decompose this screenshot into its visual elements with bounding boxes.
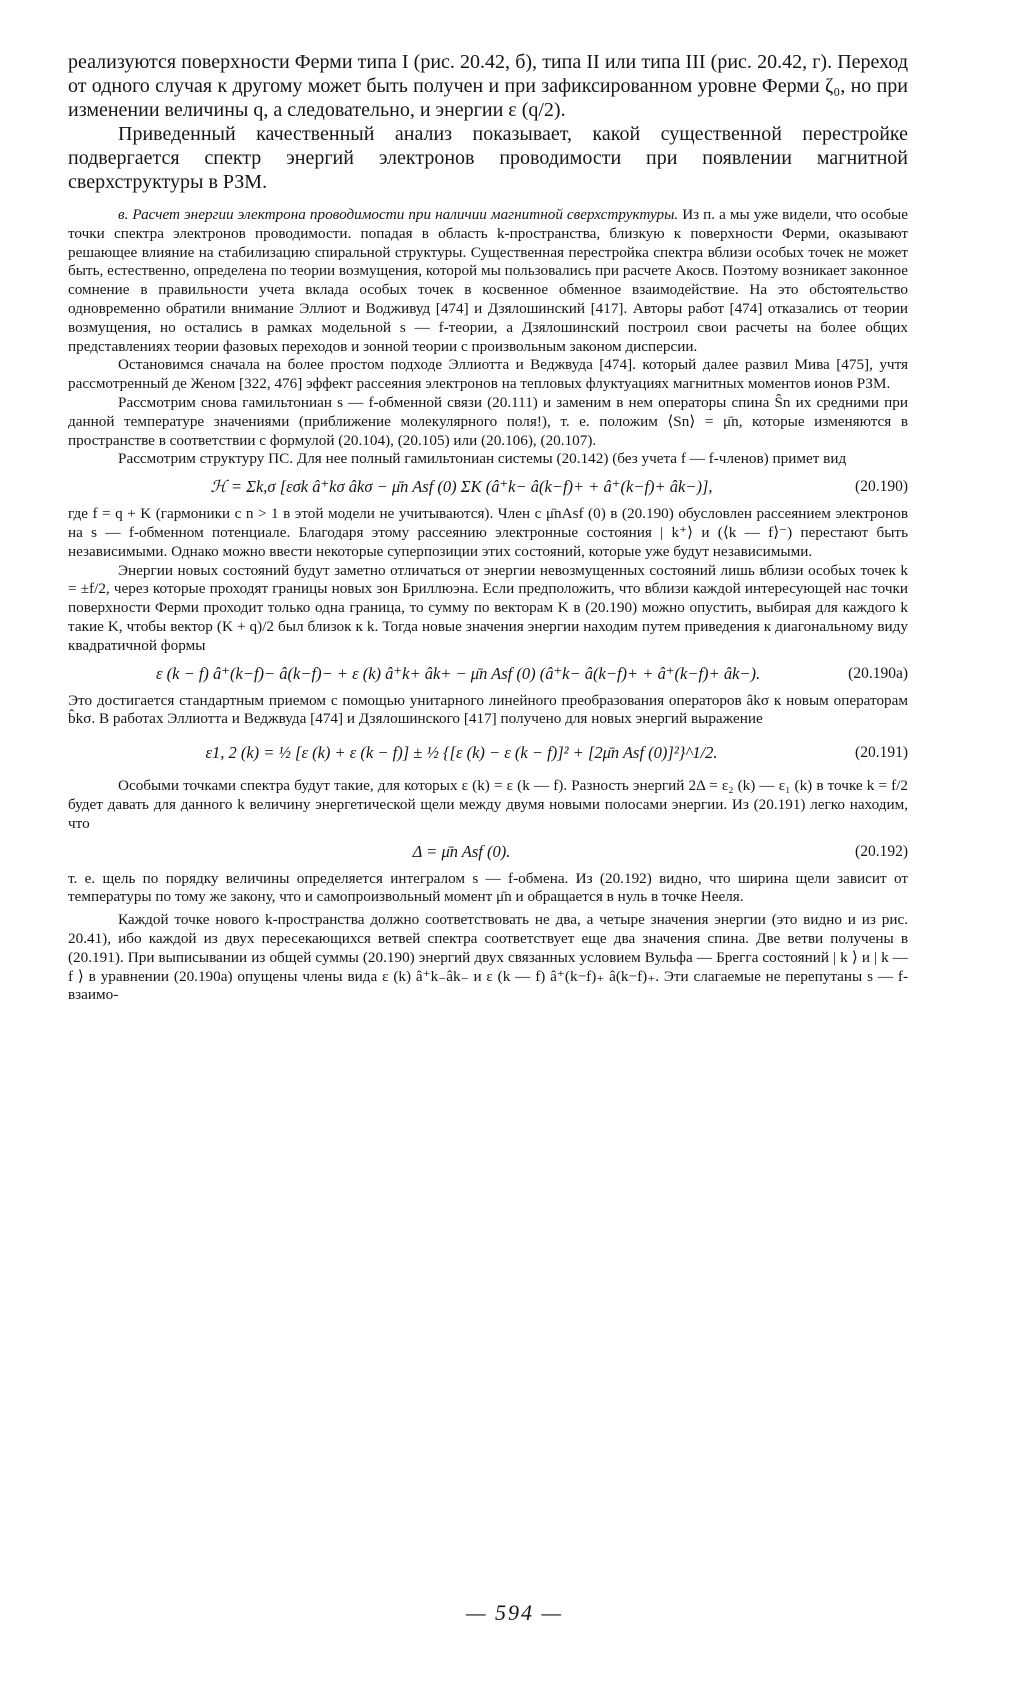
paragraph-qualitative-analysis: Приведенный качественный анализ показывает, какой существенной перестройке подвергается спектр энергий электронов проводимости при появлении магнитной сверхструктуры в РЗМ. bbox=[68, 123, 908, 193]
paragraph-elliott-wedgwood: Остановимся сначала на более простом подходе Эллиотта и Веджвуда [474]. который далее развил Мива [475], учтя рассмотренный де Женом [322, 476] эффект рассеяния электронов на тепловых флуктуациях магнитных моментов ионов РЗМ. bbox=[68, 356, 908, 393]
equation-20-190a bbox=[68, 664, 908, 684]
equation-20-192 bbox=[68, 842, 908, 862]
paragraph-ps-structure: Рассмотрим структуру ПС. Для нее полный гамильтониан системы (20.142) (без учета f — f-членов) примет вид bbox=[118, 450, 847, 468]
paragraph-gap-width: т. е. щель по порядку величины определяется интегралом s — f-обмена. Из (20.192) видно, что ширина щели зависит от температуры по тому же закону, что и самопроизвольный момент μ̄n и обращается в нуль в точке Нееля. bbox=[68, 869, 908, 906]
section-v-heading: в. Расчет энергии электрона проводимости при наличии магнитной сверхструктуры. bbox=[118, 206, 679, 223]
paragraph-section-v bbox=[68, 206, 908, 356]
equation-20-190-body: ℋ = Σk,σ [εσk â⁺kσ âkσ − μ̄n Asf (0) ΣK (â⁺k− â(k−f)+ + â⁺(k−f)+ âk−)], bbox=[210, 477, 713, 497]
section-v-body: Из п. а мы уже видели, что особые точки спектра электронов проводимости. попадая в область k-пространства, близкую к поверхности Ферми, оказывают решающее влияние на стабилизацию спиральной структуры. Существенная перестройка спектра вблизи особых точек не может быть, естественно, определена по теории возмущения, которой мы пользовались при расчете Aкосв. Поэтому возникает законное сомнение в правильности учета вклада особых точек в косвенное обменное взаимодействие. На это обстоятельство одновременно обратили внимание Эллиот и Водживуд [474] и Дзялошинский [417]. Авторы работ [474] отказались от теории возмущения, но остались в рамках модельной s — f-теории, а Дзялошинский построил свои расчеты на более общих представлениях теории фазовых переходов и зонной теории с произвольным законом дисперсии. bbox=[68, 206, 908, 355]
paragraph-four-energies: Каждой точке нового k-пространства должно соответствовать не два, а четыре значения энергии (это видно и из рис. 20.41), ибо каждой из двух пересекающихся ветвей спектра соответствует еще два значения спина. Две ветви получены в (20.191). При выписывании из общей суммы (20.190) энергий двух связанных условием Вульфа — Брегга состояний | k ⟩ и | k — f ⟩ в уравнении (20.190а) опущены члены вида ε (k) â⁺k₋âk₋ и ε (k — f) â⁺(k−f)₊ â(k−f)₊. Эти слагаемые не перепутаны s — f-взаимо- bbox=[68, 911, 908, 1004]
equation-20-190-number: (20.190) bbox=[855, 478, 908, 496]
equation-20-191-body: ε1, 2 (k) = ½ [ε (k) + ε (k − f)] ± ½ {[ε (k) − ε (k − f)]² + [2μ̄n Asf (0)]²}^1/2. bbox=[205, 743, 718, 763]
paragraph-hamiltonian-sf: Рассмотрим снова гамильтониан s — f-обменной связи (20.111) и заменим в нем операторы спина Ŝn их средними при данной температуре значениями (приближение молекулярного поля!), т. е. положим ⟨Sn⟩ = μ̄n, которые изменяются в пространстве в соответствии с формулой (20.104), (20.105) или (20.106), (20.107). bbox=[68, 393, 908, 449]
equation-20-190a-body: ε (k − f) â⁺(k−f)− â(k−f)− + ε (k) â⁺k+ âk+ − μ̄n Asf (0) (â⁺k− â(k−f)+ + â⁺(k−f)+ âk−). bbox=[156, 663, 761, 683]
paragraph-fermi-types: реализуются поверхности Ферми типа I (рис. 20.42, б), типа II или типа III (рис. 20.42, г). Переход от одного случая к другому может быть получен и при зафиксированном уровне Ферми ζ₀, но при изменении величины q, а следовательно, и энергии ε (q/2). bbox=[68, 51, 908, 121]
equation-20-192-body: Δ = μ̄n Asf (0). bbox=[412, 841, 511, 861]
equation-20-192-number: (20.192) bbox=[855, 842, 908, 860]
equation-20-191-number: (20.191) bbox=[855, 744, 908, 762]
paragraph-new-states: Энергии новых состояний будут заметно отличаться от энергии невозмущенных состояний лишь вблизи особых точек k = ±f/2, через которые проходят границы новых зон Бриллюэна. Если предположить, что вблизи каждой интересующей нас точки поверхности Ферми проходит только одна граница, то сумму по векторам K в (20.190) можно опустить, выбирая для каждого k такие K, чтобы вектор (K + q)/2 был близок к k. Тогда новые значения энергии находим путем приведения к диагональному виду квадратичной формы bbox=[68, 561, 908, 654]
equation-20-191 bbox=[68, 743, 908, 763]
page-number: — 594 — bbox=[465, 1600, 564, 1625]
equation-20-190a-number: (20.190a) bbox=[848, 664, 908, 682]
paragraph-scattering: где f = q + K (гармоники с n > 1 в этой модели не учитываются). Член с μ̄nAsf (0) в (20.190) обусловлен рассеянием электронов на s — f-обменном потенциале. Благодаря этому рассеянию электронные состояния | k⁺⟩ и (⟨k — f⟩⁻) перестают быть независимыми. Однако можно ввести некоторые суперпозиции этих состояний, которые уже будут независимыми. bbox=[68, 505, 908, 560]
paragraph-unitary-transform: Это достигается стандартным приемом с помощью унитарного линейного преобразования операторов âkσ к новым операторам b̂kσ. В работах Эллиотта и Веджвуда [474] и Дзялошинского [417] получено для новых энергий выражение bbox=[68, 691, 908, 728]
equation-20-190 bbox=[68, 477, 908, 497]
page-content bbox=[68, 50, 908, 1005]
paragraph-singular-points: Особыми точками спектра будут такие, для которых ε (k) = ε (k — f). Разность энергий 2Δ = ε₂ (k) — ε₁ (k) в точке k = f/2 будет давать для данного k величину энергетической щели между двумя новыми полосами энергии. Из (20.191) легко находим, что bbox=[68, 777, 908, 832]
